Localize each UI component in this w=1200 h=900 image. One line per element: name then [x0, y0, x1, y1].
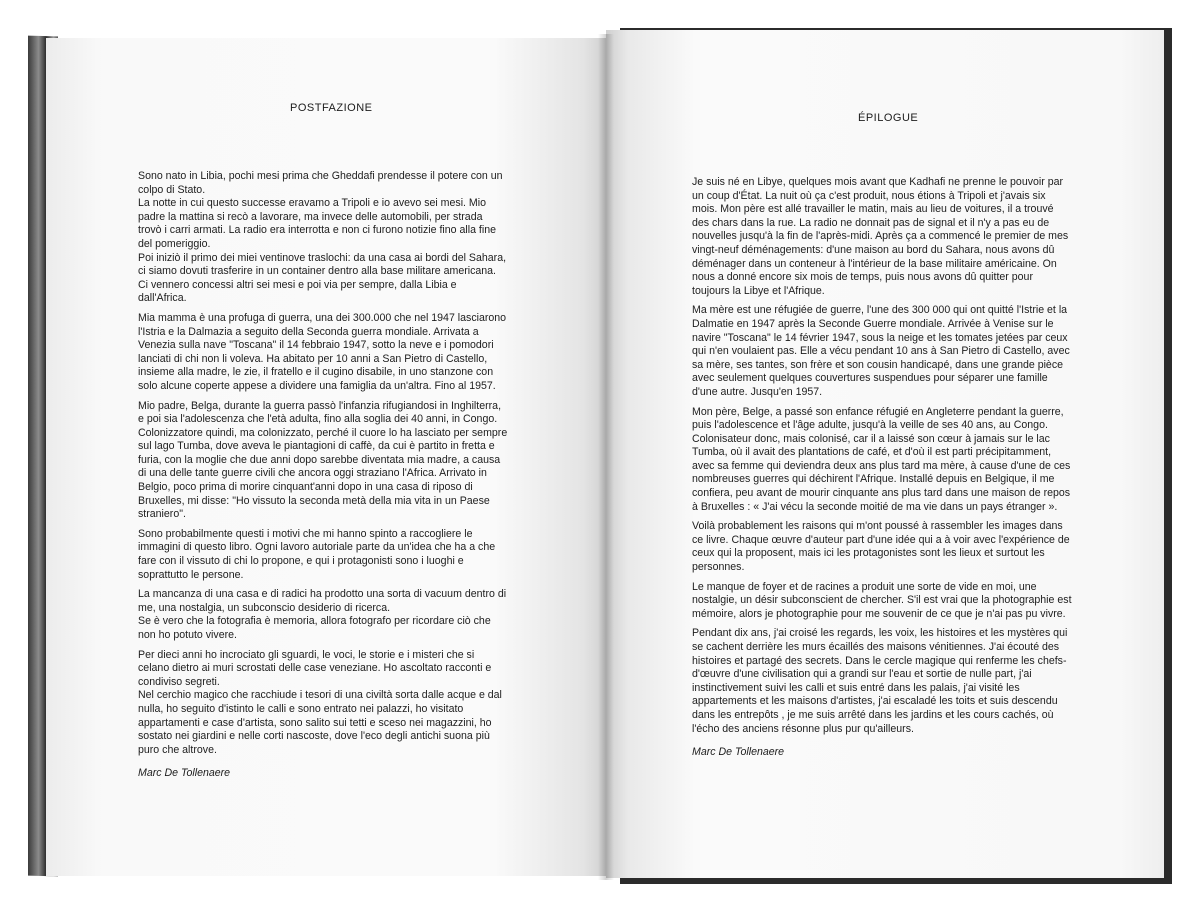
left-paragraph: Sono nato in Libia, pochi mesi prima che Gheddafi prendesse il potere con un colpo di Stato. La notte in cui questo successe eravamo a Tripoli e io avevo sei mesi. Mio padre la mattina si recò a lavorare, ma invece delle automobili, per strada trovò i carri armati. La radio era interrotta e non ci furono notizie fino alla fine del pomeriggio. Poi iniziò il primo dei miei ventinove traslochi: da una casa ai bordi del Sahara, ci siamo dovuti trasferire in un container dentro alla base militare americana. Ci vennero concessi altri sei mesi e poi via per sempre, dalla Libia e dall'Africa.: [138, 170, 507, 305]
left-page-text: [138, 170, 508, 787]
book-gutter-shadow: [598, 34, 614, 880]
right-paragraph: Pendant dix ans, j'ai croisé les regards, les voix, les histoires et les mystères qui se cachent derrière les murs écaillés des maisons vénitiennes. J'ai écouté des histoires et partagé des secrets. Dans le cercle magique qui renferme les chefs-d'œuvre d'une civilisation qui a grandi sur l'eau et sortie de nulle part, j'ai instinctivement suivi les calli et suis entré dans les palais, j'ai visité les appartements et les maisons d'artistes, j'ai escaladé les toits et suis descendu dans les entrepôts , je me suis arrêté dans les jardins et les cours cachés, où l'écho des anciens résonne plus pur qu'ailleurs.: [692, 627, 1068, 735]
right-paragraph: Ma mère est une réfugiée de guerre, l'une des 300 000 qui ont quitté l'Istrie et la Dalmatie en 1947 après la Seconde Guerre mondiale. Arrivée à Venise sur le navire "Toscana" le 14 février 1947, sous la neige et les tomates jetées par ceux qui n'en voulaient pas. Elle a vécu pendant 10 ans à San Pietro di Castello, avec sa mère, ses tantes, son frère et son cousin handicapé, dans une grande pièce avec seulement quelques couvertures suspendues pour séparer une famille d'une autre. Jusqu'en 1957.: [692, 304, 1070, 398]
left-paragraph: Sono probabilmente questi i motivi che mi hanno spinto a raccogliere le immagini di questo libro. Ogni lavoro autoriale parte da un'idea che ha a che fare con il vissuto di chi lo propone, e qui i protagonisti sono i luoghi e soprattutto le persone.: [138, 527, 496, 581]
right-paragraph: Je suis né en Libye, quelques mois avant que Kadhafi ne prenne le pouvoir par un coup d'État. La nuit où ça c'est produit, nous étions à Tripoli et j'avais six mois. Mon père est allé travailler le matin, mais au lieu de voitures, il a trouvé des chars dans la rue. La radio ne donnait pas de signal et il n'y a pas eu de nouvelles jusqu'à la fin de l'après-midi. Après ça a commencé le premier de mes vingt-neuf déménagements: d'une maison au bord du Sahara, nous avons dû déménager dans un conteneur à l'intérieur de la base militaire américaine. On nous a donné encore six mois de temps, puis nous avons dû quitter pour toujours la Libye et l'Afrique.: [692, 176, 1069, 297]
right-paragraph: Mon père, Belge, a passé son enfance réfugié en Angleterre pendant la guerre, puis l'adolescence et l'âge adulte, jusqu'à la veille de ses 40 ans, au Congo. Colonisateur donc, mais colonisé, car il a laissé son cœur à jamais sur le lac Tumba, où il avait des plantations de café, et d'où il est parti précipitamment, avec sa femme qui deviendra deux ans plus tard ma mère, à cause d'une de ces nombreuses guerres qui déchirent l'Afrique. Installé depuis en Belgique, il me confiera, peu avant de mourir cinquante ans plus tard dans une maison de repos à Bruxelles : « J'ai vécu la seconde moitié de ma vie dans un pays étranger ».: [692, 405, 1071, 513]
right-page-heading: ÉPILOGUE: [858, 112, 919, 124]
left-paragraph: La mancanza di una casa e di radici ha prodotto una sorta di vacuum dentro di me, una nostalgia, un subconscio desiderio di ricerca. Se è vero che la fotografia è memoria, allora fotografo per ricordare ciò che non ho potuto vivere.: [138, 588, 507, 641]
right-paragraph: Le manque de foyer et de racines a produit une sorte de vide en moi, une nostalgie, un désir subconscient de chercher. S'il est vrai que la photographie est mémoire, alors je photographie pour me souvenir de ce que je n'ai pas pu vivre.: [692, 580, 1072, 620]
right-paragraph: Voilà probablement les raisons qui m'ont poussé à rassembler les images dans ce livre. Chaque œuvre d'auteur part d'une idée qui a à voir avec l'expérience de ceux qui la proposent, mais ici les protagonistes sont les lieux et surtout les personnes.: [692, 520, 1070, 574]
right-page-text: [692, 176, 1072, 766]
left-page: [46, 38, 606, 876]
left-page-heading: POSTFAZIONE: [290, 102, 373, 114]
left-signature: Marc De Tollenaere: [138, 767, 231, 780]
left-paragraph: Mia mamma è una profuga di guerra, una dei 300.000 che nel 1947 lasciarono l'Istria e la Dalmazia a seguito della Seconda guerra mondiale. Arrivata a Venezia sulla nave "Toscana" il 14 febbraio 1947, sotto la neve e i pomodori lanciati di chi non li voleva. Ha abitato per 10 anni a San Pietro di Castello, insieme alla madre, le zie, il fratello e il cugino disabile, in uno stanzone con solo alcune coperte appese a dividere una famiglia da un'altra. Fino al 1957.: [138, 311, 507, 392]
left-paragraph: Mio padre, Belga, durante la guerra passò l'infanzia rifugiandosi in Inghilterra, e poi sia l'adolescenza che l'età adulta, fino alla soglia dei 40 anni, in Congo. Colonizzatore quindi, ma colonizzato, perché il cuore lo ha lasciato per sempre sul lago Tumba, dove aveva le piantagioni di caffè, da cui è partito in fretta e furia, con la moglie che due anni dopo sarebbe diventata mia madre, a causa di una delle tante guerre civili che ancora oggi straziano l'Africa. Arrivato in Belgio, poco prima di morire cinquant'anni dopo in una casa di riposo di Bruxelles, mi disse: "Ho vissuto la seconda metà della mia vita in un Paese straniero".: [138, 399, 508, 521]
left-paragraph: Per dieci anni ho incrociato gli sguardi, le voci, le storie e i misteri che si celano dietro ai muri scrostati delle case veneziane. Ho ascoltato racconti e condiviso segreti. Nel cerchio magico che racchiude i tesori di una civiltà sorta dalle acque e dal nulla, ho seguito d'istinto le calli e sono entrato nei palazzi, ho visitato appartamenti e case d'artista, sono salito sui tetti e sceso nei magazzini, ho sostato nei giardini e nelle corti nascoste, dove l'eco degli antichi suona più puro che altrove.: [138, 648, 502, 756]
right-page: [606, 30, 1164, 878]
right-signature: Marc De Tollenaere: [692, 746, 785, 759]
